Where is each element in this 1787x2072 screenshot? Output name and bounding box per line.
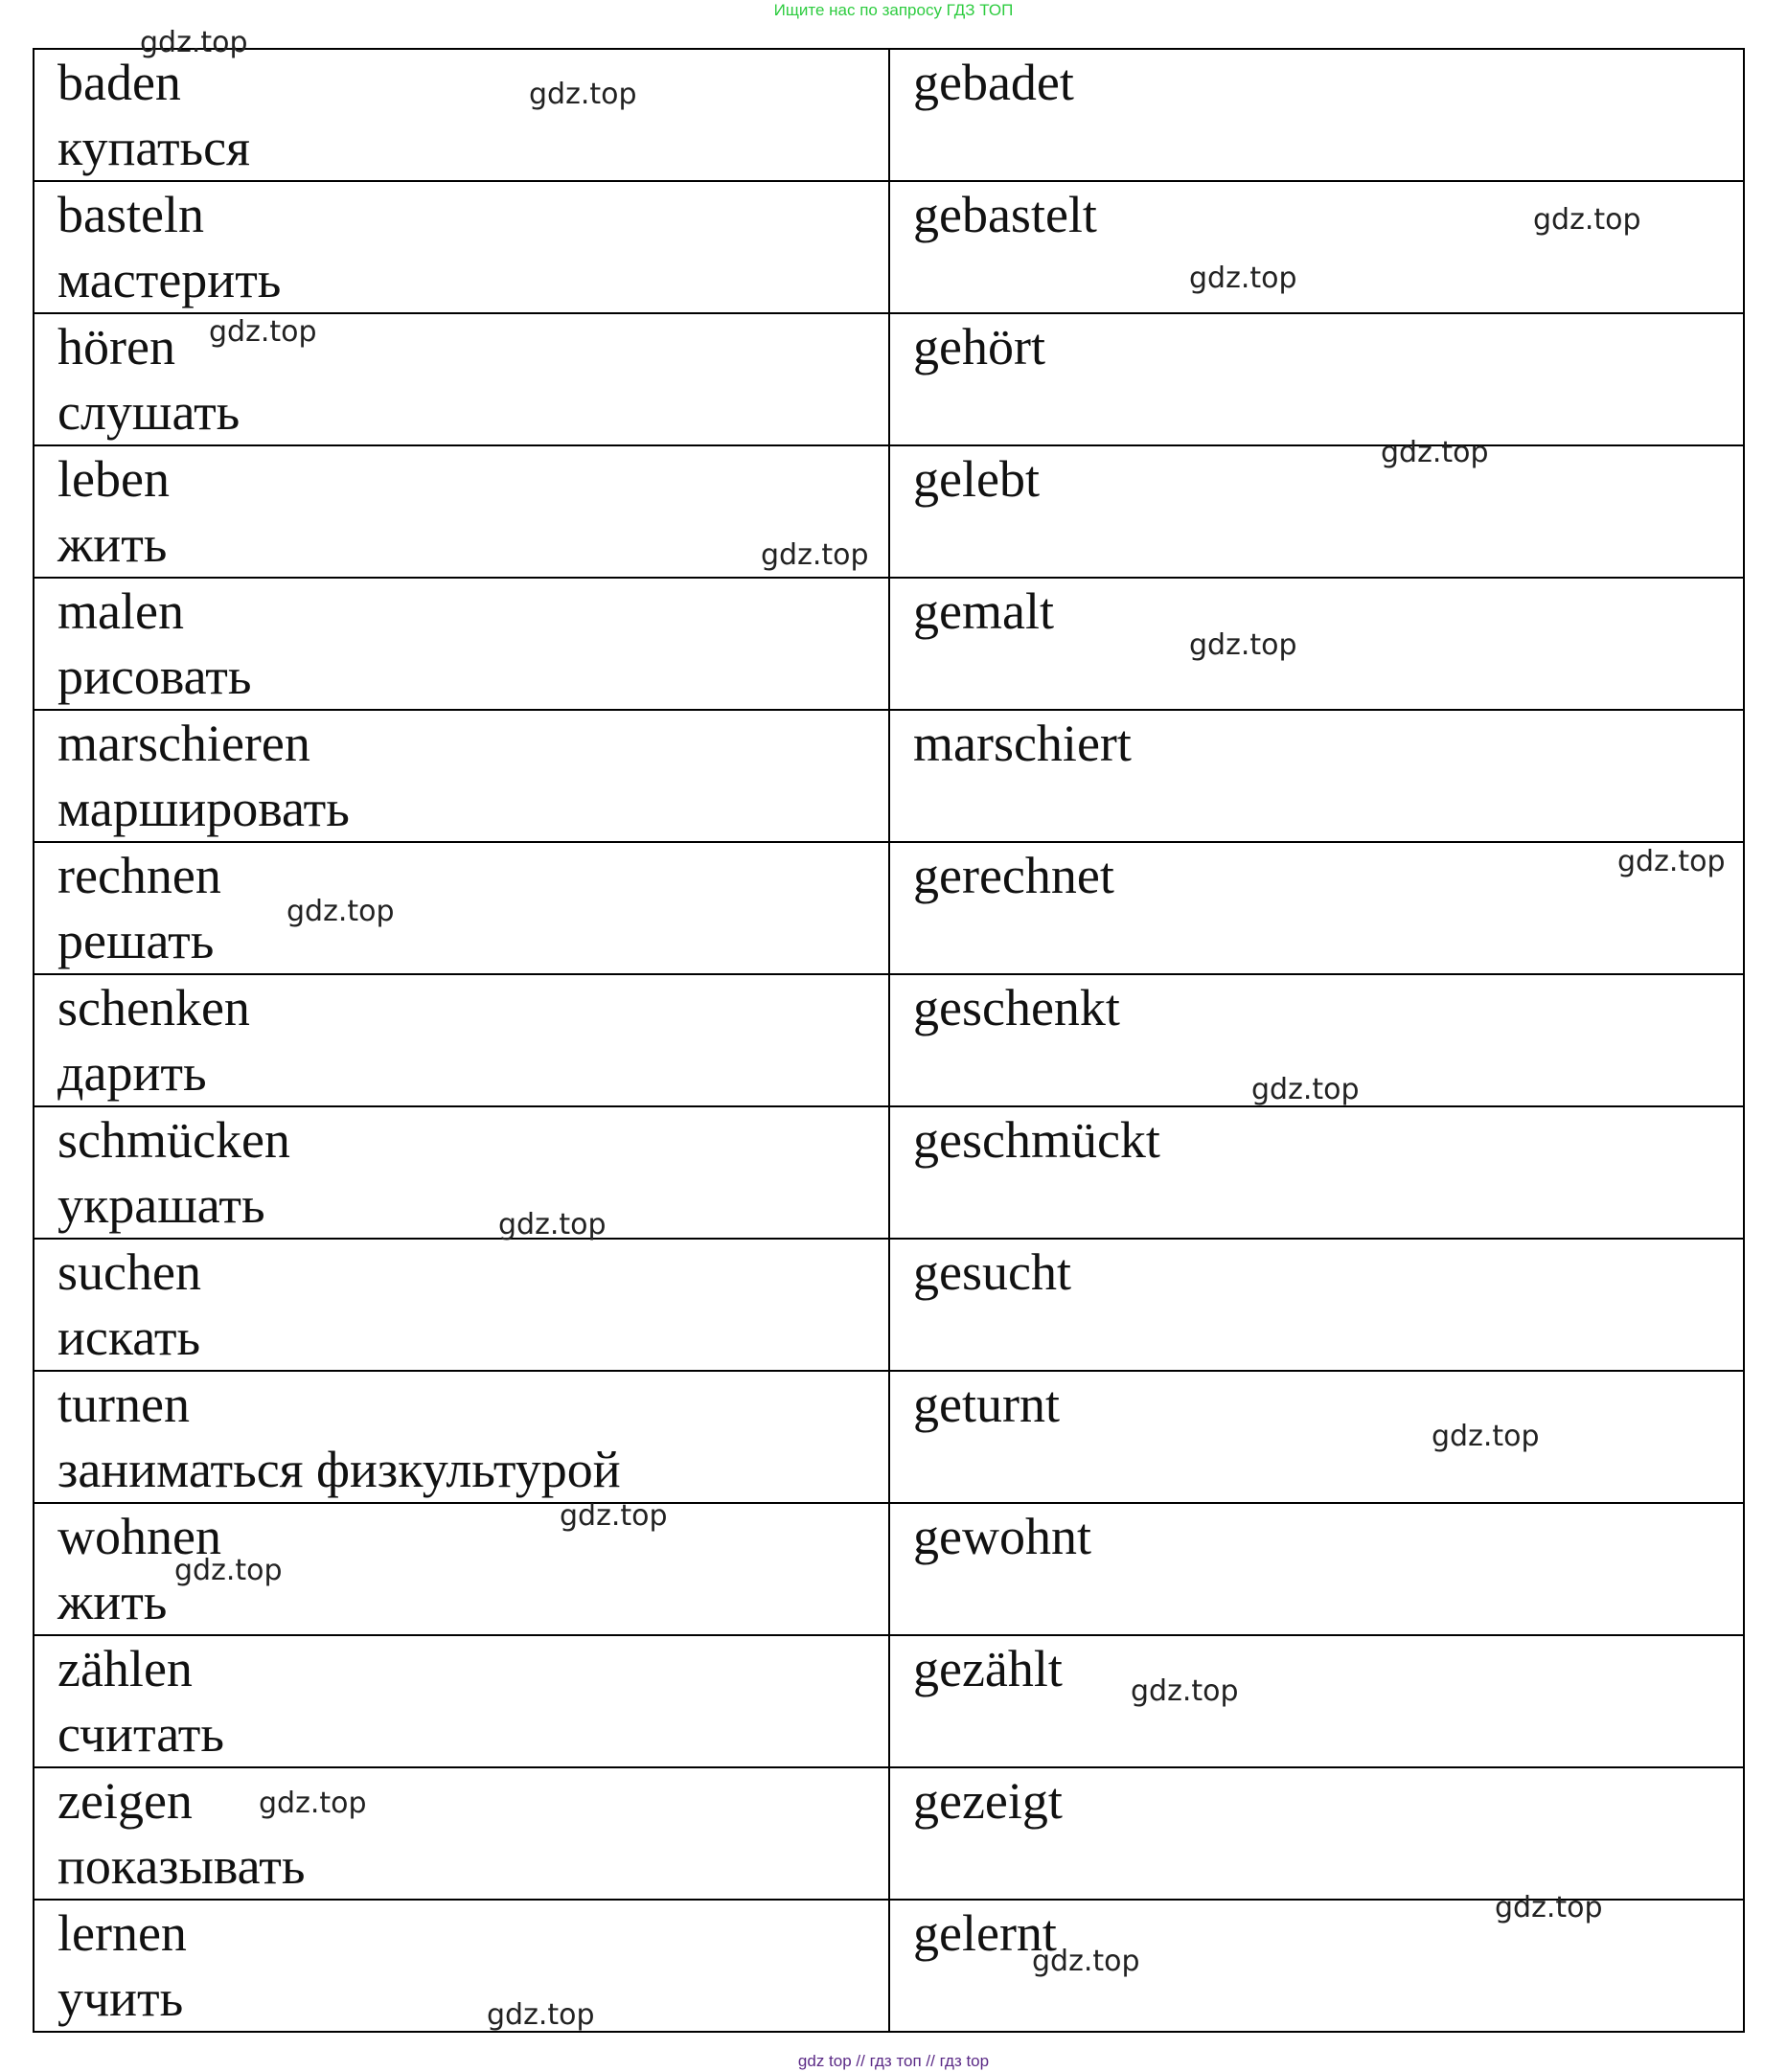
infinitive-text: marschieren [57,715,310,772]
participle-cell [889,578,1744,710]
participle-cell [889,710,1744,842]
infinitive-cell [34,181,889,313]
translation-text: купаться [57,119,250,176]
translation-text: показывать [57,1837,306,1895]
watermark: gdz.top [529,78,637,111]
participle-text: gerechnet [913,847,1114,904]
infinitive-text: rechnen [57,847,221,904]
participle-text: gesucht [913,1243,1071,1301]
watermark: gdz.top [1189,628,1297,662]
participle-cell [889,1371,1744,1503]
watermark: gdz.top [286,895,395,928]
infinitive-text: schenken [57,979,250,1036]
translation-text: искать [57,1309,201,1366]
translation-text: украшать [57,1176,265,1234]
participle-text: gezählt [913,1640,1063,1697]
participle-cell [889,1635,1744,1767]
infinitive-text: turnen [57,1376,190,1433]
translation-text: слушать [57,383,241,441]
infinitive-text: zeigen [57,1772,193,1830]
watermark: gdz.top [1495,1891,1603,1924]
watermark: gdz.top [1032,1945,1140,1978]
watermark: gdz.top [1251,1073,1360,1106]
infinitive-cell [34,1503,889,1635]
watermark: gdz.top [259,1787,367,1820]
participle-cell [889,1900,1744,2032]
participle-cell [889,1239,1744,1371]
participle-text: gelernt [913,1904,1057,1962]
translation-text: учить [57,1970,184,2027]
participle-cell [889,445,1744,578]
participle-cell [889,1503,1744,1635]
infinitive-text: leben [57,450,170,508]
participle-text: gezeigt [913,1772,1063,1830]
participle-cell [889,181,1744,313]
participle-cell [889,1106,1744,1239]
translation-text: решать [57,912,215,969]
translation-text: жить [57,515,168,573]
infinitive-text: wohnen [57,1508,221,1565]
participle-text: geschmückt [913,1111,1160,1169]
watermark: gdz.top [174,1554,283,1587]
watermark: gdz.top [209,315,317,349]
infinitive-cell [34,1239,889,1371]
table-row [34,49,1744,181]
watermark: gdz.top [1131,1674,1239,1708]
infinitive-cell [34,1900,889,2032]
translation-text: считать [57,1705,224,1763]
translation-text: жить [57,1573,168,1630]
participle-cell [889,313,1744,445]
participle-cell [889,49,1744,181]
infinitive-cell [34,710,889,842]
watermark: gdz.top [140,26,248,59]
table-row [34,1239,1744,1371]
table-row [34,1900,1744,2032]
infinitive-text: baden [57,54,181,111]
translation-text: маршировать [57,780,350,837]
table-row [34,578,1744,710]
infinitive-text: suchen [57,1243,201,1301]
watermark: gdz.top [1432,1420,1540,1453]
watermark: gdz.top [1381,436,1489,469]
table-row [34,1503,1744,1635]
infinitive-cell [34,313,889,445]
table-row [34,710,1744,842]
infinitive-cell [34,1106,889,1239]
participle-text: gemalt [913,582,1054,640]
participle-text: gewohnt [913,1508,1091,1565]
infinitive-text: basteln [57,186,204,243]
table-row [34,1106,1744,1239]
infinitive-text: malen [57,582,184,640]
infinitive-cell [34,842,889,974]
participle-text: gebadet [913,54,1074,111]
watermark: gdz.top [761,538,869,572]
infinitive-cell [34,1635,889,1767]
infinitive-text: zählen [57,1640,193,1697]
participle-cell [889,842,1744,974]
infinitive-cell [34,1767,889,1900]
infinitive-cell [34,974,889,1106]
participle-text: gehört [913,318,1045,376]
translation-text: рисовать [57,648,252,705]
infinitive-cell [34,1371,889,1503]
participle-text: geschenkt [913,979,1120,1036]
participle-cell [889,1767,1744,1900]
top-banner: Ищите нас по запросу ГДЗ ТОП [773,1,1014,19]
infinitive-text: lernen [57,1904,187,1962]
translation-text: заниматься физкультурой [57,1441,621,1498]
participle-text: gebastelt [913,186,1097,243]
table-row [34,181,1744,313]
watermark: gdz.top [1617,845,1726,878]
infinitive-cell [34,49,889,181]
watermark: gdz.top [1533,203,1641,237]
infinitive-text: schmücken [57,1111,290,1169]
watermark: gdz.top [560,1499,668,1533]
infinitive-text: hören [57,318,175,376]
translation-text: дарить [57,1044,207,1102]
participle-text: geturnt [913,1376,1060,1433]
watermark: gdz.top [487,1998,595,2032]
translation-text: мастерить [57,251,282,308]
participle-text: marschiert [913,715,1132,772]
table-row [34,974,1744,1106]
participle-text: gelebt [913,450,1040,508]
infinitive-cell [34,578,889,710]
footer: gdz top // гдз топ // гдз top [797,2052,990,2070]
watermark: gdz.top [498,1208,607,1241]
watermark: gdz.top [1189,262,1297,295]
table-row [34,1635,1744,1767]
